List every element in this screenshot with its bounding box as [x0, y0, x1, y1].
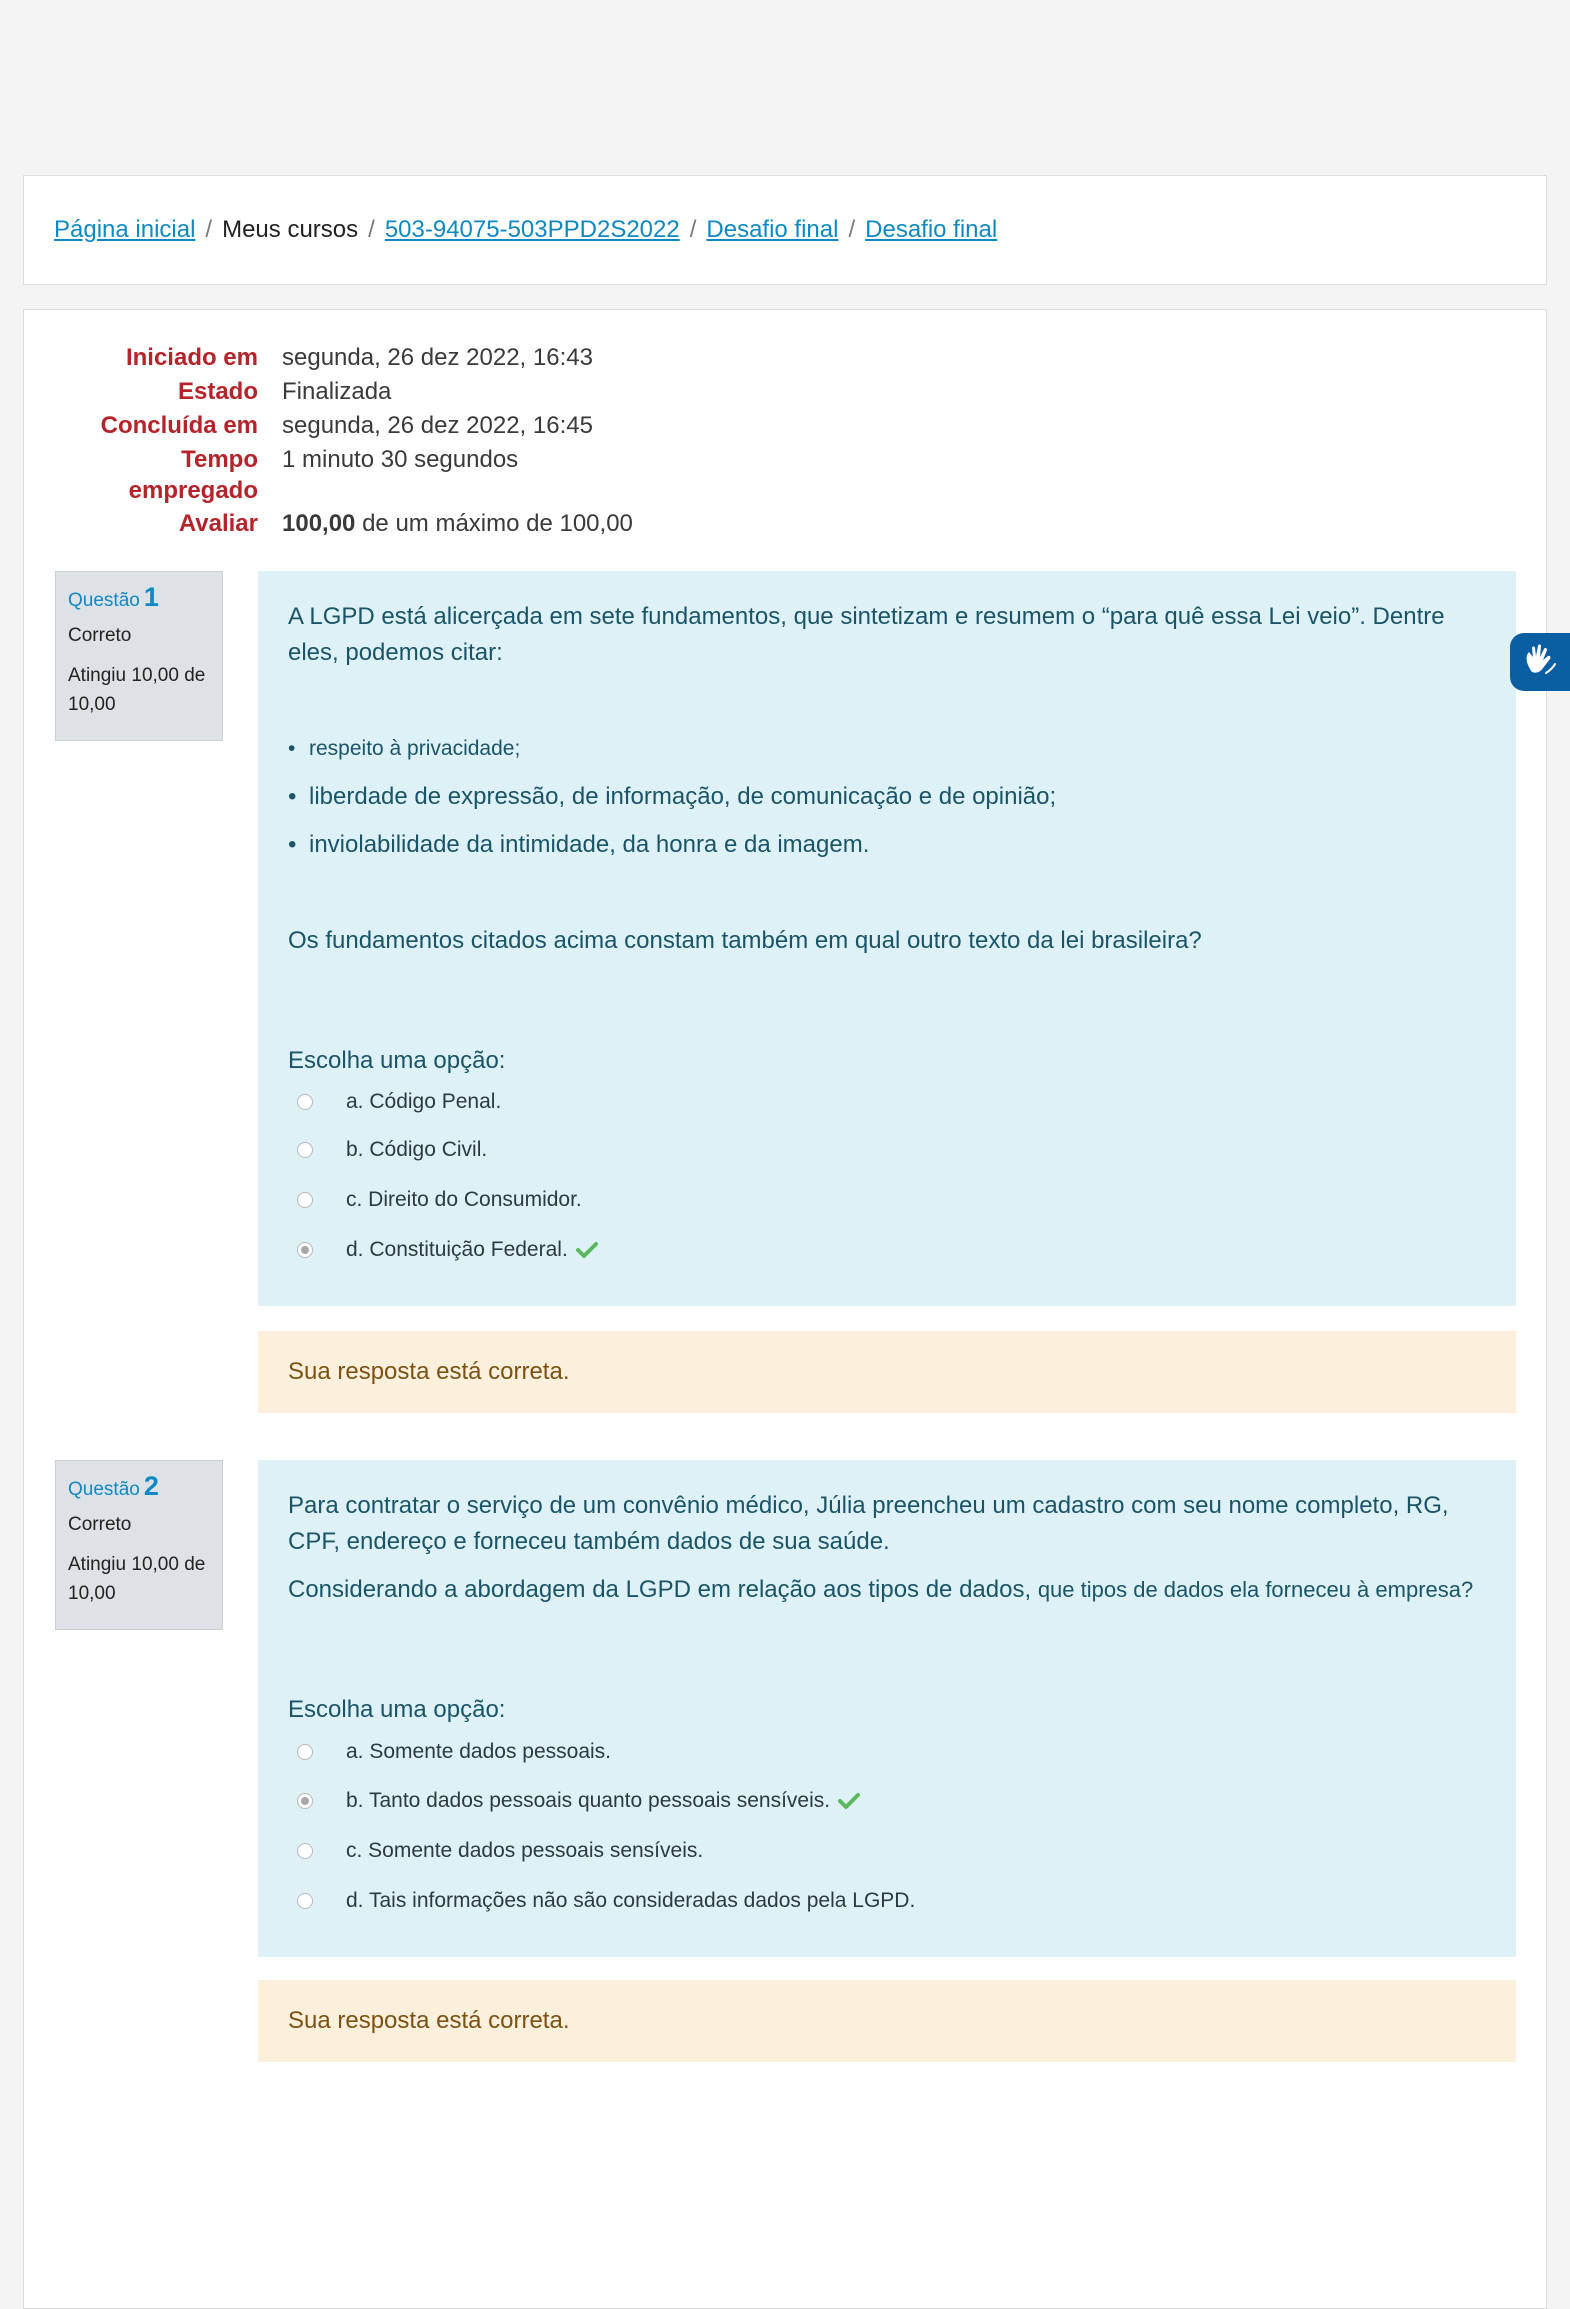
answer-option-b[interactable] [288, 1125, 1486, 1175]
breadcrumb-separator: / [205, 216, 213, 243]
breadcrumb-home-link[interactable]: Página inicial [54, 216, 196, 243]
breadcrumb-section-link[interactable]: Desafio final [706, 216, 839, 243]
question-2-content [258, 1460, 1516, 1957]
quiz-review-card [23, 309, 1547, 2309]
question-text: Os fundamentos citados acima constam também em qual outro texto da lei brasileira? [288, 927, 1202, 954]
question-intro: A LGPD está alicerçada em sete fundamentos, que sintetizam e resumem o “para quê essa Lei veio”. Dentre eles, podemos citar: [288, 603, 1445, 666]
list-item: • respeito à privacidade; [288, 731, 1486, 767]
question-label: Questão [68, 590, 140, 611]
answer-option-a[interactable] [288, 1728, 1486, 1776]
option-label: a. Código Penal. [346, 1090, 502, 1113]
started-label: Iniciado em [125, 344, 258, 371]
radio-button[interactable] [297, 1142, 313, 1158]
started-value: segunda, 26 dez 2022, 16:43 [282, 344, 593, 371]
radio-button-selected[interactable] [297, 1793, 313, 1809]
fundamentals-list [288, 731, 1486, 863]
answer-option-c[interactable] [288, 1175, 1486, 1225]
breadcrumb-separator: / [368, 216, 375, 243]
option-label: d. Constituição Federal. [346, 1238, 568, 1261]
question-state: Correto [68, 1514, 132, 1535]
answer-options [288, 1728, 1486, 1926]
radio-button[interactable] [297, 1893, 313, 1909]
question-text [288, 1572, 1486, 1608]
state-value: Finalizada [282, 378, 392, 405]
answer-option-c[interactable] [288, 1826, 1486, 1876]
question-grade: Atingiu 10,00 de 10,00 [68, 1554, 206, 1604]
answer-options [288, 1079, 1486, 1275]
question-1-content [258, 571, 1516, 1306]
question-2-info [55, 1460, 223, 1630]
question-state: Correto [68, 625, 132, 646]
option-label: c. Somente dados pessoais sensíveis. [346, 1839, 704, 1862]
check-icon [838, 1792, 860, 1810]
question-grade: Atingiu 10,00 de 10,00 [68, 665, 206, 715]
time-value: 1 minuto 30 segundos [282, 446, 519, 473]
grade-label: Avaliar [178, 510, 258, 537]
accessibility-widget-button[interactable] [1510, 633, 1570, 691]
answer-option-a[interactable] [288, 1079, 1486, 1125]
grade-rest: de um máximo de 100,00 [355, 510, 633, 537]
option-label: b. Código Civil. [346, 1138, 488, 1161]
grade-score: 100,00 [282, 510, 356, 537]
option-label: d. Tais informações não são consideradas dados pela LGPD. [346, 1889, 916, 1912]
option-label: a. Somente dados pessoais. [346, 1740, 612, 1763]
breadcrumb-separator: / [689, 216, 697, 243]
sign-language-hand-icon [1520, 643, 1560, 681]
radio-button-selected[interactable] [297, 1242, 313, 1258]
question-number: 2 [143, 1471, 159, 1501]
radio-button[interactable] [297, 1094, 313, 1110]
breadcrumb [54, 214, 997, 246]
grade-value [282, 508, 633, 540]
question-1-feedback: Sua resposta está correta. [258, 1331, 1516, 1413]
question-scenario: Para contratar o serviço de um convênio médico, Júlia preencheu um cadastro com seu nome completo, RG, CPF, endereço e forneceu também dados de sua saúde. [288, 1492, 1449, 1555]
check-icon [576, 1241, 598, 1259]
question-number: 1 [143, 582, 159, 612]
question-2-feedback: Sua resposta está correta. [258, 1980, 1516, 2062]
time-label [24, 444, 282, 506]
time-label-line2: empregado [128, 477, 258, 504]
list-item: • liberdade de expressão, de informação, de comunicação e de opinião; [288, 779, 1486, 815]
answer-option-b[interactable] [288, 1776, 1486, 1826]
time-label-line1: Tempo [181, 446, 258, 473]
completed-label: Concluída em [100, 412, 258, 439]
answer-option-d[interactable] [288, 1876, 1486, 1926]
list-item: • inviolabilidade da intimidade, da honra e da imagem. [288, 827, 1486, 863]
answer-option-d[interactable] [288, 1225, 1486, 1275]
breadcrumb-card [23, 175, 1547, 285]
breadcrumb-quiz-link[interactable]: Desafio final [865, 216, 998, 243]
radio-button[interactable] [297, 1843, 313, 1859]
completed-value: segunda, 26 dez 2022, 16:45 [282, 412, 593, 439]
question-text-part1: Considerando a abordagem da LGPD em relação aos tipos de dados, [288, 1576, 1038, 1603]
radio-button[interactable] [297, 1744, 313, 1760]
radio-button[interactable] [297, 1192, 313, 1208]
question-1-info [55, 571, 223, 741]
question-text-part2: que tipos de dados ela forneceu à empresa? [1037, 1577, 1474, 1602]
breadcrumb-my-courses: Meus cursos [222, 216, 359, 243]
breadcrumb-separator: / [848, 216, 856, 243]
option-label: c. Direito do Consumidor. [346, 1188, 582, 1211]
state-label: Estado [177, 378, 258, 405]
question-label: Questão [68, 1479, 140, 1500]
option-label: b. Tanto dados pessoais quanto pessoais sensíveis. [346, 1789, 831, 1812]
choose-option-label: Escolha uma opção: [288, 1696, 506, 1723]
choose-option-label: Escolha uma opção: [288, 1047, 506, 1074]
breadcrumb-course-link[interactable]: 503-94075-503PPD2S2022 [384, 216, 680, 243]
attempt-summary [24, 342, 924, 542]
